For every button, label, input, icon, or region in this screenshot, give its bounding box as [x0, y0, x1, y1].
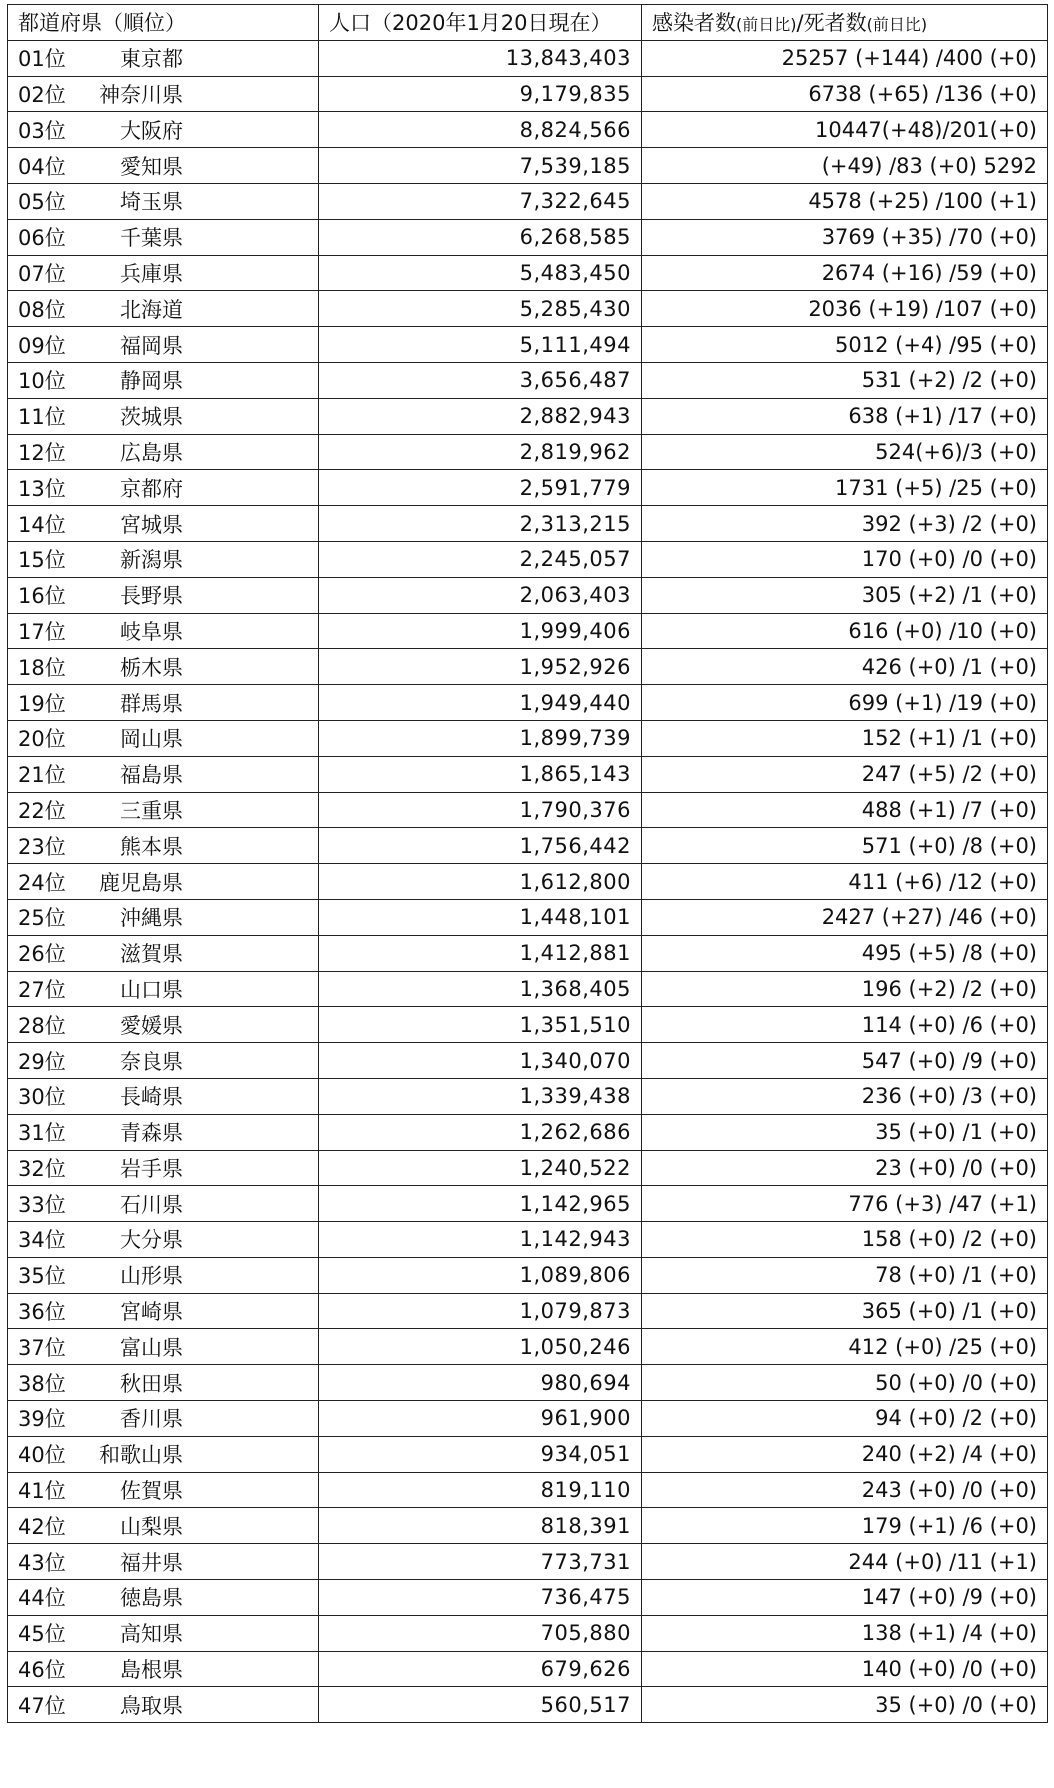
header-cases-label: 感染者数 — [652, 11, 736, 36]
prefecture-cell — [8, 1329, 319, 1365]
rank-label: 30位 — [18, 1085, 66, 1110]
rank-label: 10位 — [18, 369, 66, 394]
cases-deaths-cell: 392 (+3) /2 (+0) — [642, 506, 1048, 542]
table-row — [8, 541, 1048, 577]
prefecture-name: 静岡県 — [120, 369, 183, 394]
table-row — [8, 434, 1048, 470]
prefecture-name: 新潟県 — [120, 548, 183, 573]
prefecture-name: 徳島県 — [120, 1586, 183, 1611]
rank-label: 05位 — [18, 190, 66, 215]
table-row — [8, 1436, 1048, 1472]
table-row — [8, 1329, 1048, 1365]
prefecture-name: 愛媛県 — [120, 1013, 183, 1038]
population-cell: 705,880 — [319, 1615, 642, 1651]
cases-deaths-cell: 5012 (+4) /95 (+0) — [642, 327, 1048, 363]
prefecture-cell — [8, 1687, 319, 1723]
rank-label: 42位 — [18, 1514, 66, 1539]
population-cell: 1,412,881 — [319, 935, 642, 971]
prefecture-name: 滋賀県 — [120, 942, 183, 967]
rank-label: 24位 — [18, 870, 66, 895]
cases-deaths-cell: 531 (+2) /2 (+0) — [642, 362, 1048, 398]
population-cell: 2,819,962 — [319, 434, 642, 470]
population-cell: 13,843,403 — [319, 40, 642, 76]
cases-deaths-cell: 240 (+2) /4 (+0) — [642, 1436, 1048, 1472]
prefecture-cell — [8, 1078, 319, 1114]
table-row — [8, 219, 1048, 255]
rank-label: 09位 — [18, 333, 66, 358]
population-cell: 1,952,926 — [319, 649, 642, 685]
prefecture-name: 和歌山県 — [99, 1443, 183, 1468]
header-cases-sub: (前日比) — [736, 15, 797, 35]
prefecture-cell — [8, 1544, 319, 1580]
population-cell: 773,731 — [319, 1544, 642, 1580]
prefecture-name: 岡山県 — [120, 727, 183, 752]
rank-label: 44位 — [18, 1586, 66, 1611]
rank-label: 40位 — [18, 1443, 66, 1468]
cases-deaths-cell: 412 (+0) /25 (+0) — [642, 1329, 1048, 1365]
cases-deaths-cell: 3769 (+35) /70 (+0) — [642, 219, 1048, 255]
population-cell: 1,142,965 — [319, 1186, 642, 1222]
population-cell: 9,179,835 — [319, 76, 642, 112]
table-row — [8, 971, 1048, 1007]
table-row — [8, 1043, 1048, 1079]
rank-label: 08位 — [18, 297, 66, 322]
table-row — [8, 148, 1048, 184]
table-row — [8, 1508, 1048, 1544]
table-row — [8, 1472, 1048, 1508]
rank-label: 46位 — [18, 1658, 66, 1683]
prefecture-name: 長野県 — [120, 584, 183, 609]
prefecture-cell — [8, 577, 319, 613]
table-row — [8, 112, 1048, 148]
header-population: 人口（2020年1月20日現在） — [319, 5, 642, 41]
population-cell: 1,790,376 — [319, 792, 642, 828]
prefecture-cell — [8, 1293, 319, 1329]
prefecture-name: 兵庫県 — [120, 261, 183, 286]
prefecture-cell — [8, 40, 319, 76]
population-cell: 1,339,438 — [319, 1078, 642, 1114]
prefecture-name: 千葉県 — [120, 226, 183, 251]
rank-label: 20位 — [18, 727, 66, 752]
population-cell: 1,089,806 — [319, 1257, 642, 1293]
table-row — [8, 1078, 1048, 1114]
prefecture-cell — [8, 828, 319, 864]
table-row — [8, 40, 1048, 76]
rank-label: 47位 — [18, 1693, 66, 1718]
table-row — [8, 255, 1048, 291]
prefecture-name: 山口県 — [120, 977, 183, 1002]
cases-deaths-cell: 236 (+0) /3 (+0) — [642, 1078, 1048, 1114]
prefecture-name: 東京都 — [120, 47, 183, 72]
table-row — [8, 1257, 1048, 1293]
rank-label: 15位 — [18, 548, 66, 573]
prefecture-table — [7, 4, 1048, 1723]
cases-deaths-cell: 571 (+0) /8 (+0) — [642, 828, 1048, 864]
cases-deaths-cell: 94 (+0) /2 (+0) — [642, 1401, 1048, 1437]
rank-label: 45位 — [18, 1622, 66, 1647]
prefecture-name: 福井県 — [120, 1550, 183, 1575]
prefecture-name: 佐賀県 — [120, 1479, 183, 1504]
prefecture-cell — [8, 971, 319, 1007]
population-cell: 1,756,442 — [319, 828, 642, 864]
table-row — [8, 1544, 1048, 1580]
population-cell: 1,448,101 — [319, 899, 642, 935]
cases-deaths-cell: 1731 (+5) /25 (+0) — [642, 470, 1048, 506]
population-cell: 1,240,522 — [319, 1150, 642, 1186]
cases-deaths-cell: 247 (+5) /2 (+0) — [642, 756, 1048, 792]
prefecture-cell — [8, 183, 319, 219]
population-cell: 1,899,739 — [319, 720, 642, 756]
table-row — [8, 613, 1048, 649]
rank-label: 18位 — [18, 655, 66, 680]
table-row — [8, 685, 1048, 721]
prefecture-name: 島根県 — [120, 1658, 183, 1683]
cases-deaths-cell: 23 (+0) /0 (+0) — [642, 1150, 1048, 1186]
cases-deaths-cell: 35 (+0) /0 (+0) — [642, 1687, 1048, 1723]
rank-label: 27位 — [18, 977, 66, 1002]
rank-label: 31位 — [18, 1121, 66, 1146]
cases-deaths-cell: 524(+6)/3 (+0) — [642, 434, 1048, 470]
prefecture-name: 愛知県 — [120, 154, 183, 179]
table-row — [8, 291, 1048, 327]
prefecture-cell — [8, 1508, 319, 1544]
prefecture-name: 宮城県 — [120, 512, 183, 537]
population-cell: 2,063,403 — [319, 577, 642, 613]
cases-deaths-cell: 138 (+1) /4 (+0) — [642, 1615, 1048, 1651]
population-cell: 1,368,405 — [319, 971, 642, 1007]
prefecture-name: 山梨県 — [120, 1514, 183, 1539]
prefecture-name: 香川県 — [120, 1407, 183, 1432]
table-row — [8, 362, 1048, 398]
prefecture-cell — [8, 792, 319, 828]
prefecture-name: 大阪府 — [120, 118, 183, 143]
population-cell: 6,268,585 — [319, 219, 642, 255]
population-cell: 980,694 — [319, 1365, 642, 1401]
cases-deaths-cell: 365 (+0) /1 (+0) — [642, 1293, 1048, 1329]
rank-label: 39位 — [18, 1407, 66, 1432]
rank-label: 37位 — [18, 1335, 66, 1360]
prefecture-cell — [8, 613, 319, 649]
cases-deaths-cell: 179 (+1) /6 (+0) — [642, 1508, 1048, 1544]
cases-deaths-cell: 170 (+0) /0 (+0) — [642, 541, 1048, 577]
prefecture-cell — [8, 1472, 319, 1508]
rank-label: 35位 — [18, 1264, 66, 1289]
table-row — [8, 649, 1048, 685]
prefecture-name: 茨城県 — [120, 405, 183, 430]
prefecture-cell — [8, 1615, 319, 1651]
population-cell: 2,313,215 — [319, 506, 642, 542]
prefecture-name: 神奈川県 — [99, 82, 183, 107]
prefecture-cell — [8, 720, 319, 756]
prefecture-name: 三重県 — [120, 798, 183, 823]
table-row — [8, 899, 1048, 935]
cases-deaths-cell: 158 (+0) /2 (+0) — [642, 1222, 1048, 1258]
rank-label: 06位 — [18, 226, 66, 251]
population-cell: 1,050,246 — [319, 1329, 642, 1365]
population-cell: 8,824,566 — [319, 112, 642, 148]
prefecture-cell — [8, 935, 319, 971]
rank-label: 12位 — [18, 440, 66, 465]
prefecture-name: 大分県 — [120, 1228, 183, 1253]
prefecture-cell — [8, 327, 319, 363]
prefecture-name: 鳥取県 — [120, 1693, 183, 1718]
prefecture-name: 沖縄県 — [120, 906, 183, 931]
table-row — [8, 1114, 1048, 1150]
rank-label: 16位 — [18, 584, 66, 609]
rank-label: 13位 — [18, 476, 66, 501]
prefecture-cell — [8, 685, 319, 721]
rank-label: 14位 — [18, 512, 66, 537]
rank-label: 03位 — [18, 118, 66, 143]
population-cell: 1,340,070 — [319, 1043, 642, 1079]
cases-deaths-cell: 638 (+1) /17 (+0) — [642, 398, 1048, 434]
population-cell: 1,262,686 — [319, 1114, 642, 1150]
table-row — [8, 1651, 1048, 1687]
header-prefecture: 都道府県（順位） — [8, 5, 319, 41]
prefecture-name: 熊本県 — [120, 834, 183, 859]
prefecture-cell — [8, 649, 319, 685]
rank-label: 43位 — [18, 1550, 66, 1575]
rank-label: 22位 — [18, 798, 66, 823]
population-cell: 818,391 — [319, 1508, 642, 1544]
prefecture-name: 岩手県 — [120, 1156, 183, 1181]
prefecture-name: 青森県 — [120, 1121, 183, 1146]
table-row — [8, 828, 1048, 864]
prefecture-name: 長崎県 — [120, 1085, 183, 1110]
prefecture-cell — [8, 756, 319, 792]
population-cell: 1,142,943 — [319, 1222, 642, 1258]
population-cell: 934,051 — [319, 1436, 642, 1472]
table-row — [8, 1365, 1048, 1401]
population-cell: 7,539,185 — [319, 148, 642, 184]
cases-deaths-cell: 78 (+0) /1 (+0) — [642, 1257, 1048, 1293]
rank-label: 38位 — [18, 1371, 66, 1396]
table-row — [8, 756, 1048, 792]
cases-deaths-cell: 426 (+0) /1 (+0) — [642, 649, 1048, 685]
prefecture-cell — [8, 1401, 319, 1437]
prefecture-cell — [8, 255, 319, 291]
table-row — [8, 792, 1048, 828]
prefecture-cell — [8, 1186, 319, 1222]
rank-label: 21位 — [18, 763, 66, 788]
prefecture-cell — [8, 864, 319, 900]
prefecture-cell — [8, 1114, 319, 1150]
table-row — [8, 183, 1048, 219]
cases-deaths-cell: 243 (+0) /0 (+0) — [642, 1472, 1048, 1508]
rank-label: 34位 — [18, 1228, 66, 1253]
table-row — [8, 1186, 1048, 1222]
population-cell: 2,591,779 — [319, 470, 642, 506]
table-row — [8, 1293, 1048, 1329]
header-cases-deaths — [642, 5, 1048, 41]
prefecture-name: 富山県 — [120, 1335, 183, 1360]
prefecture-cell — [8, 398, 319, 434]
prefecture-name: 福岡県 — [120, 333, 183, 358]
prefecture-cell — [8, 470, 319, 506]
rank-label: 02位 — [18, 82, 66, 107]
population-cell: 5,285,430 — [319, 291, 642, 327]
cases-deaths-cell: 140 (+0) /0 (+0) — [642, 1651, 1048, 1687]
prefecture-cell — [8, 1580, 319, 1616]
population-cell: 1,612,800 — [319, 864, 642, 900]
prefecture-name: 石川県 — [120, 1192, 183, 1217]
population-cell: 1,865,143 — [319, 756, 642, 792]
rank-label: 28位 — [18, 1013, 66, 1038]
prefecture-table-sheet — [7, 4, 1047, 1723]
cases-deaths-cell: 244 (+0) /11 (+1) — [642, 1544, 1048, 1580]
population-cell: 1,351,510 — [319, 1007, 642, 1043]
cases-deaths-cell: 2427 (+27) /46 (+0) — [642, 899, 1048, 935]
population-cell: 3,656,487 — [319, 362, 642, 398]
table-row — [8, 1401, 1048, 1437]
header-deaths-label: /死者数 — [796, 11, 867, 36]
table-row — [8, 327, 1048, 363]
population-cell: 819,110 — [319, 1472, 642, 1508]
population-cell: 736,475 — [319, 1580, 642, 1616]
population-cell: 2,882,943 — [319, 398, 642, 434]
prefecture-name: 秋田県 — [120, 1371, 183, 1396]
population-cell: 2,245,057 — [319, 541, 642, 577]
cases-deaths-cell: 152 (+1) /1 (+0) — [642, 720, 1048, 756]
population-cell: 560,517 — [319, 1687, 642, 1723]
cases-deaths-cell: 495 (+5) /8 (+0) — [642, 935, 1048, 971]
prefecture-name: 鹿児島県 — [99, 870, 183, 895]
prefecture-cell — [8, 1150, 319, 1186]
rank-label: 41位 — [18, 1479, 66, 1504]
cases-deaths-cell: 547 (+0) /9 (+0) — [642, 1043, 1048, 1079]
prefecture-name: 栃木県 — [120, 655, 183, 680]
population-cell: 5,483,450 — [319, 255, 642, 291]
rank-label: 33位 — [18, 1192, 66, 1217]
prefecture-cell — [8, 1043, 319, 1079]
table-row — [8, 1580, 1048, 1616]
rank-label: 25位 — [18, 906, 66, 931]
table-row — [8, 935, 1048, 971]
prefecture-cell — [8, 291, 319, 327]
cases-deaths-cell: 776 (+3) /47 (+1) — [642, 1186, 1048, 1222]
rank-label: 29位 — [18, 1049, 66, 1074]
table-row — [8, 1007, 1048, 1043]
cases-deaths-cell: 35 (+0) /1 (+0) — [642, 1114, 1048, 1150]
population-cell: 1,949,440 — [319, 685, 642, 721]
rank-label: 07位 — [18, 261, 66, 286]
prefecture-name: 埼玉県 — [120, 190, 183, 215]
cases-deaths-cell: 147 (+0) /9 (+0) — [642, 1580, 1048, 1616]
table-row — [8, 506, 1048, 542]
rank-label: 01位 — [18, 47, 66, 72]
population-cell: 679,626 — [319, 1651, 642, 1687]
prefecture-cell — [8, 541, 319, 577]
prefecture-cell — [8, 1436, 319, 1472]
table-row — [8, 1150, 1048, 1186]
prefecture-name: 福島県 — [120, 763, 183, 788]
population-cell: 1,999,406 — [319, 613, 642, 649]
table-row — [8, 1222, 1048, 1258]
prefecture-cell — [8, 434, 319, 470]
cases-deaths-cell: 4578 (+25) /100 (+1) — [642, 183, 1048, 219]
rank-label: 17位 — [18, 619, 66, 644]
prefecture-cell — [8, 1651, 319, 1687]
rank-label: 23位 — [18, 834, 66, 859]
prefecture-name: 高知県 — [120, 1622, 183, 1647]
prefecture-cell — [8, 112, 319, 148]
prefecture-name: 京都府 — [120, 476, 183, 501]
prefecture-cell — [8, 148, 319, 184]
prefecture-cell — [8, 362, 319, 398]
table-row — [8, 720, 1048, 756]
prefecture-name: 岐阜県 — [120, 619, 183, 644]
prefecture-cell — [8, 76, 319, 112]
table-row — [8, 470, 1048, 506]
table-row — [8, 76, 1048, 112]
rank-label: 26位 — [18, 942, 66, 967]
cases-deaths-cell: 411 (+6) /12 (+0) — [642, 864, 1048, 900]
prefecture-cell — [8, 1007, 319, 1043]
prefecture-cell — [8, 899, 319, 935]
cases-deaths-cell: 50 (+0) /0 (+0) — [642, 1365, 1048, 1401]
cases-deaths-cell: 2036 (+19) /107 (+0) — [642, 291, 1048, 327]
cases-deaths-cell: (+49) /83 (+0) 5292 — [642, 148, 1048, 184]
rank-label: 32位 — [18, 1156, 66, 1181]
cases-deaths-cell: 699 (+1) /19 (+0) — [642, 685, 1048, 721]
cases-deaths-cell: 114 (+0) /6 (+0) — [642, 1007, 1048, 1043]
population-cell: 961,900 — [319, 1401, 642, 1437]
cases-deaths-cell: 6738 (+65) /136 (+0) — [642, 76, 1048, 112]
prefecture-cell — [8, 506, 319, 542]
prefecture-cell — [8, 1222, 319, 1258]
table-row — [8, 864, 1048, 900]
population-cell: 7,322,645 — [319, 183, 642, 219]
population-cell: 5,111,494 — [319, 327, 642, 363]
cases-deaths-cell: 616 (+0) /10 (+0) — [642, 613, 1048, 649]
rank-label: 36位 — [18, 1300, 66, 1325]
prefecture-name: 広島県 — [120, 440, 183, 465]
header-row — [8, 5, 1048, 41]
cases-deaths-cell: 2674 (+16) /59 (+0) — [642, 255, 1048, 291]
cases-deaths-cell: 196 (+2) /2 (+0) — [642, 971, 1048, 1007]
prefecture-cell — [8, 219, 319, 255]
rank-label: 11位 — [18, 405, 66, 430]
prefecture-name: 奈良県 — [120, 1049, 183, 1074]
table-row — [8, 398, 1048, 434]
rank-label: 04位 — [18, 154, 66, 179]
rank-label: 19位 — [18, 691, 66, 716]
prefecture-name: 宮崎県 — [120, 1300, 183, 1325]
population-cell: 1,079,873 — [319, 1293, 642, 1329]
cases-deaths-cell: 488 (+1) /7 (+0) — [642, 792, 1048, 828]
prefecture-cell — [8, 1257, 319, 1293]
table-row — [8, 577, 1048, 613]
prefecture-name: 山形県 — [120, 1264, 183, 1289]
table-body — [8, 40, 1048, 1722]
table-row — [8, 1615, 1048, 1651]
prefecture-name: 北海道 — [120, 297, 183, 322]
cases-deaths-cell: 10447(+48)/201(+0) — [642, 112, 1048, 148]
header-deaths-sub: (前日比) — [866, 15, 928, 35]
prefecture-name: 群馬県 — [120, 691, 183, 716]
cases-deaths-cell: 25257 (+144) /400 (+0) — [642, 40, 1048, 76]
prefecture-cell — [8, 1365, 319, 1401]
cases-deaths-cell: 305 (+2) /1 (+0) — [642, 577, 1048, 613]
table-row — [8, 1687, 1048, 1723]
